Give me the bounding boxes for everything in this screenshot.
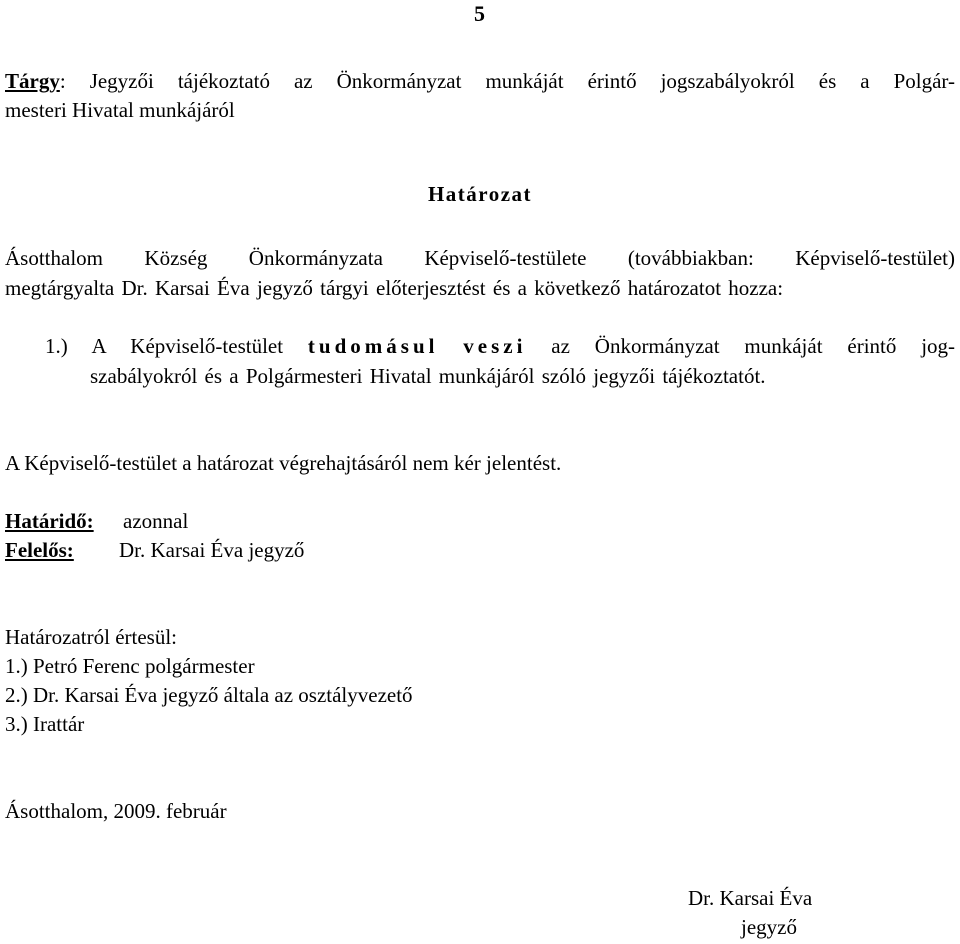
report-note: A Képviselő-testület a határozat végrehajtásáról nem kér jelentést.	[5, 451, 562, 475]
resolution-heading: Határozat	[427, 182, 533, 206]
notify-item-3: 3.) Irattár	[5, 712, 85, 736]
responsible-row	[5, 537, 304, 563]
notify-item-2: 2.) Dr. Karsai Éva jegyző általa az osztályvezető	[5, 683, 413, 707]
item1-emph-1: tudomásul	[307, 334, 439, 358]
notify-item-1: 1.) Petró Ferenc polgármester	[5, 654, 255, 678]
subject-label: Tárgy	[5, 69, 60, 93]
intro-line-2: megtárgyalta Dr. Karsai Éva jegyző tárgyi előterjesztést és a következő határozatot hozza:	[5, 276, 784, 300]
item1-post: az Önkormányzat munkáját érintő jog-	[551, 334, 956, 358]
deadline-label: Határidő:	[5, 509, 94, 533]
item1-number: 1.)	[45, 334, 68, 358]
item1-pre: A Képviselő-testület	[91, 334, 284, 358]
subject-text-1: Jegyzői tájékoztató az Önkormányzat munkáját érintő jogszabályokról és a Polgár-	[89, 69, 955, 93]
place-date: Ásotthalom, 2009. február	[5, 799, 227, 823]
page-number: 5	[474, 1, 485, 26]
subject-line-2: mesteri Hivatal munkájáról	[5, 98, 235, 122]
responsible-value: Dr. Karsai Éva jegyző	[119, 538, 305, 562]
deadline-row	[5, 508, 188, 534]
item1-emph-2: veszi	[463, 334, 527, 358]
signature-title: jegyző	[741, 915, 797, 939]
responsible-label: Felelős:	[5, 538, 74, 562]
intro-line-1: Ásotthalom Község Önkormányzata Képviselő-testülete (továbbiakban: Képviselő-testület)	[5, 246, 955, 270]
notify-heading: Határozatról értesül:	[5, 625, 177, 649]
signature-name: Dr. Karsai Éva	[688, 886, 813, 910]
item1-line-1	[45, 333, 955, 359]
item1-line-2: szabályokról és a Polgármesteri Hivatal munkájáról szóló jegyzői tájékoztatót.	[90, 364, 766, 388]
subject-colon: :	[59, 69, 66, 93]
subject-line-1	[5, 68, 955, 94]
deadline-value: azonnal	[123, 509, 189, 533]
